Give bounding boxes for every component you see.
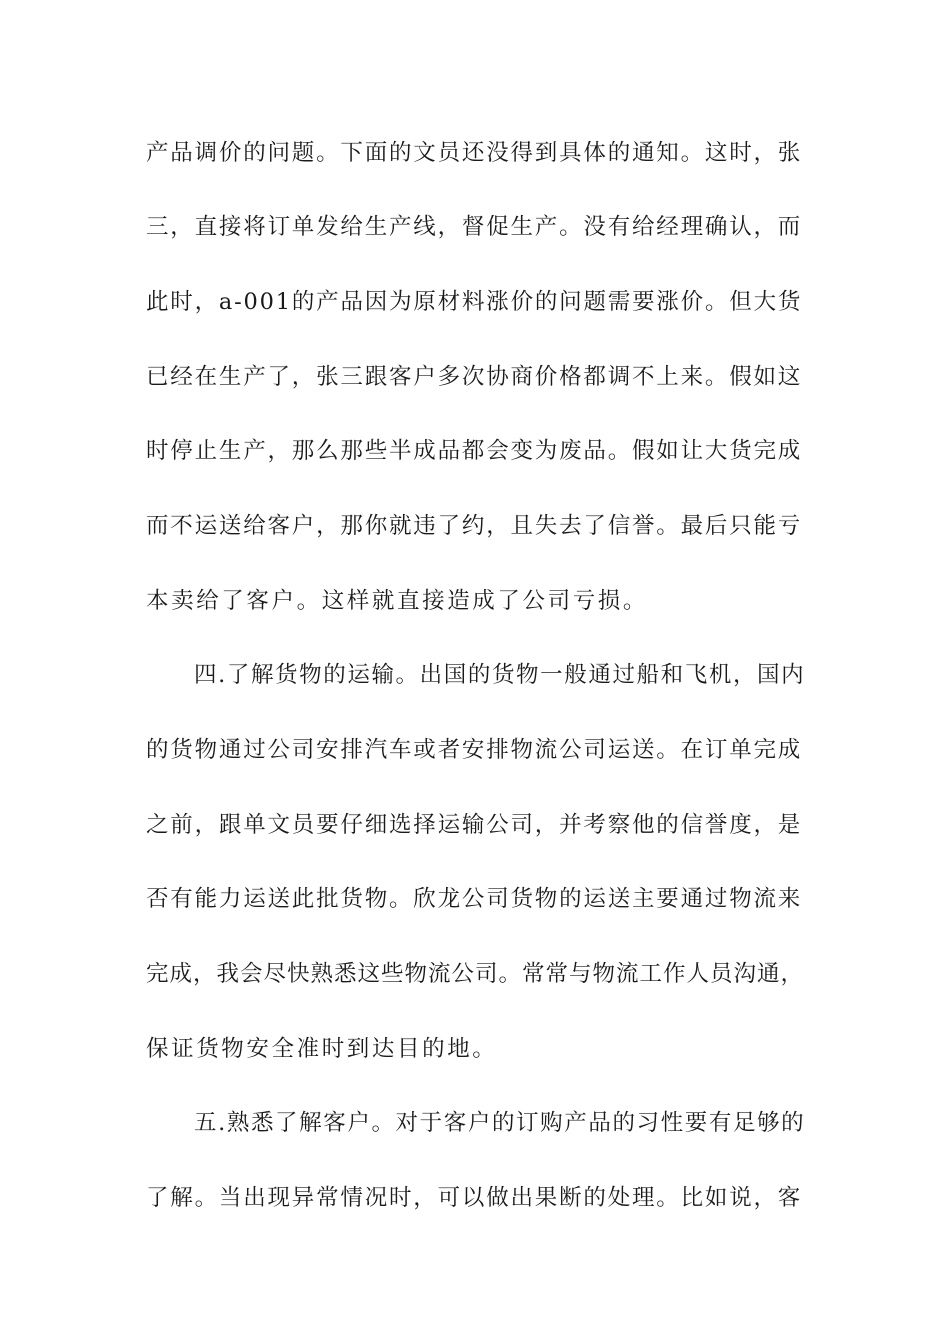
paragraph-start-line: 五.熟悉了解客户。对于客户的订购产品的习性要有足够的 [194, 1110, 806, 1136]
paragraph-start-line: 四.了解货物的运输。出国的货物一般通过船和飞机，国内 [194, 662, 806, 688]
text-line: 的货物通过公司安排汽车或者安排物流公司运送。在订单完成 [146, 737, 803, 763]
text-line: 三，直接将订单发给生产线，督促生产。没有给经理确认，而 [146, 214, 803, 240]
text-line: 完成，我会尽快熟悉这些物流公司。常常与物流工作人员沟通， [146, 961, 805, 987]
text-line: 本卖给了客户。这样就直接造成了公司亏损。 [146, 588, 649, 614]
text-line: 了解。当出现异常情况时，可以做出果断的处理。比如说，客 [146, 1185, 803, 1211]
text-line: 此时，a-001的产品因为原材料涨价的问题需要涨价。但大货 [146, 289, 803, 315]
text-line: 保证货物安全准时到达目的地。 [146, 1036, 498, 1062]
text-line: 产品调价的问题。下面的文员还没得到具体的通知。这时，张 [146, 140, 803, 166]
text-line: 而不运送给客户，那你就违了约，且失去了信誉。最后只能亏 [146, 513, 803, 539]
text-line: 之前，跟单文员要仔细选择运输公司，并考察他的信誉度，是 [146, 812, 803, 838]
text-line: 时停止生产，那么那些半成品都会变为废品。假如让大货完成 [146, 438, 803, 464]
text-line: 已经在生产了，张三跟客户多次协商价格都调不上来。假如这 [146, 364, 803, 390]
text-line: 否有能力运送此批货物。欣龙公司货物的运送主要通过物流来 [146, 886, 803, 912]
